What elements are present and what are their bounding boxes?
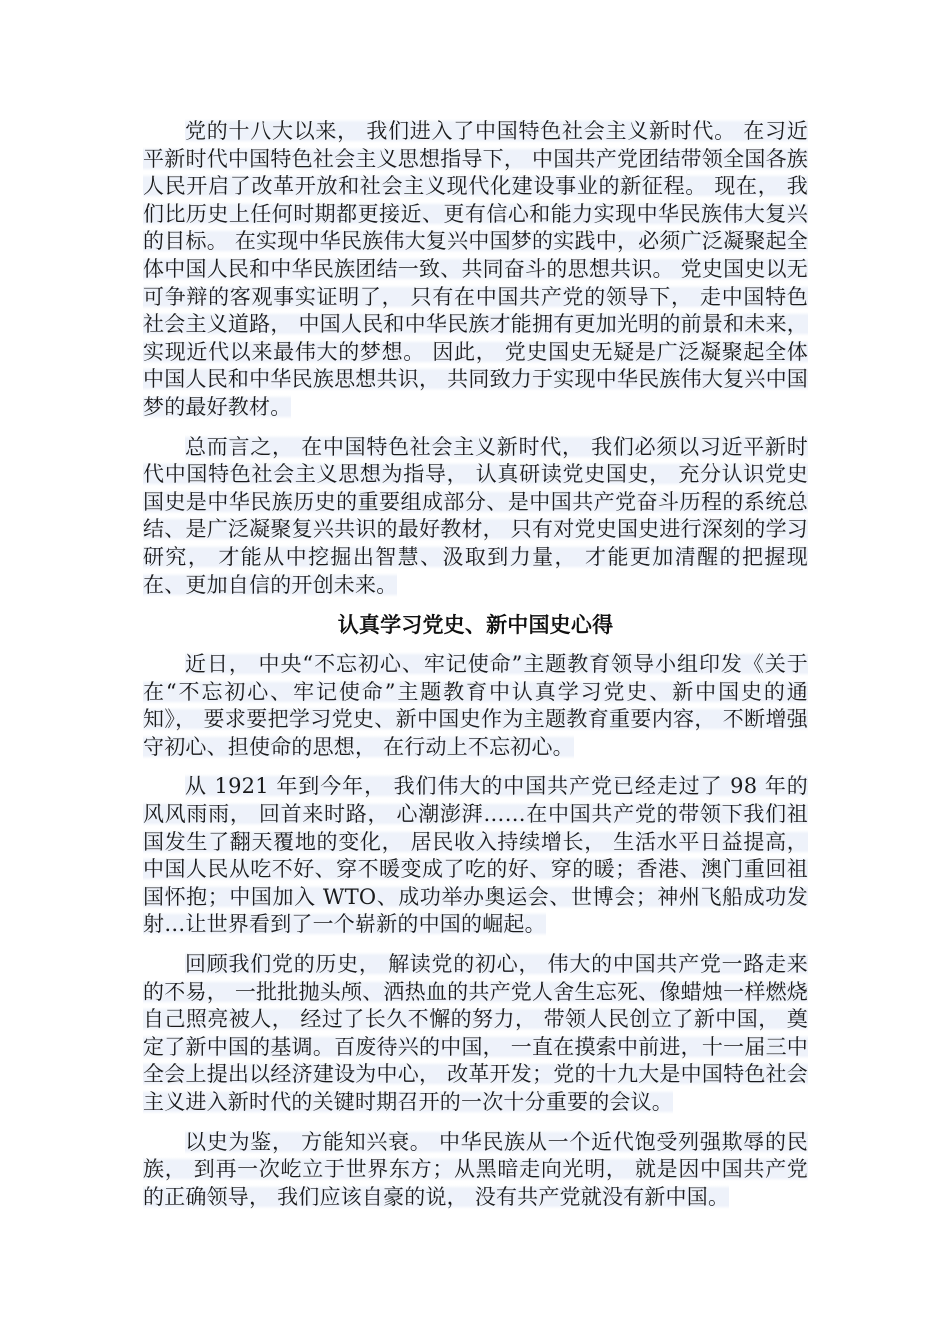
paragraph-4-text: 从 1921 年到今年， 我们伟大的中国共产党已经走过了 98 年的风风雨雨， 回首来时路， 心潮澎湃……在中国共产党的带领下我们祖国发生了翻天覆地的变化， 居民收入持续增长， 生活水平日益提高， 中国人民从吃不好、穿不暖变成了吃的好、穿的暖；香港、澳门重回祖国怀抱；中国加入 WTO、成功举办奥运会、世博会；神州飞船成功发射…让世界看到了一个崭新的中国的崛起。 <box>143 774 808 937</box>
paragraph-1-text: 党的十八大以来， 我们进入了中国特色社会主义新时代。 在习近平新时代中国特色社会主义思想指导下， 中国共产党团结带领全国各族人民开启了改革开放和社会主义现代化建设事业的新征程。 现在， 我们比历史上任何时期都更接近、更有信心和能力实现中华民族伟大复兴的目标。 在实现中华民族伟大复兴中国梦的实践中，必须广泛凝聚起全体中国人民和中华民族团结一致、共同奋斗的思想共识。 党史国史以无可争辩的客观事实证明了， 只有在中国共产党的领导下， 走中国特色社会主义道路， 中国人民和中华民族才能拥有更加光明的前景和未来， 实现近代以来最伟大的梦想。 因此， 党史国史无疑是广泛凝聚起全体中国人民和中华民族思想共识， 共同致力于实现中华民族伟大复兴中国梦的最好教材。 <box>143 119 808 419</box>
paragraph-3-text: 近日， 中央“不忘初心、牢记使命”主题教育领导小组印发《关于在“不忘初心、牢记使命”主题教育中认真学习党史、新中国史的通知》， 要求要把学习党史、新中国史作为主题教育重要内容， 不断增强守初心、担使命的思想， 在行动上不忘初心。 <box>143 652 808 759</box>
paragraph-4 <box>143 773 808 939</box>
paragraph-5-text: 回顾我们党的历史， 解读党的初心， 伟大的中国共产党一路走来的不易， 一批批抛头颅、洒热血的共产党人舍生忘死、像蜡烛一样燃烧自己照亮被人， 经过了长久不懈的努力， 带领人民创立了新中国， 奠定了新中国的基调。百废待兴的中国， 一直在摸索中前进，十一届三中全会上提出以经济建设为中心， 改革开发；党的十九大是中国特色社会主义进入新时代的关键时期召开的一次十分重要的会议。 <box>143 952 808 1114</box>
paragraph-3 <box>143 651 808 761</box>
section-heading: 认真学习党史、新中国史心得 <box>337 613 614 638</box>
paragraph-1 <box>143 118 808 422</box>
paragraph-6-text: 以史为鉴， 方能知兴衰。 中华民族从一个近代饱受列强欺辱的民族， 到再一次屹立于世界东方；从黑暗走向光明， 就是因中国共产党的正确领导， 我们应该自豪的说， 没有共产党就没有新中国。 <box>143 1129 808 1209</box>
paragraph-2 <box>143 434 808 600</box>
paragraph-2-text: 总而言之， 在中国特色社会主义新时代， 我们必须以习近平新时代中国特色社会主义思想为指导， 认真研读党史国史， 充分认识党史国史是中华民族历史的重要组成部分、是中国共产党奋斗历程的系统总结、是广泛凝聚复兴共识的最好教材， 只有对党史国史进行深刻的学习研究， 才能从中挖掘出智慧、汲取到力量， 才能更加清醒的把握现在、更加自信的开创未来。 <box>143 434 808 597</box>
paragraph-6 <box>143 1129 808 1212</box>
document-body <box>143 118 808 1223</box>
paragraph-5 <box>143 951 808 1117</box>
